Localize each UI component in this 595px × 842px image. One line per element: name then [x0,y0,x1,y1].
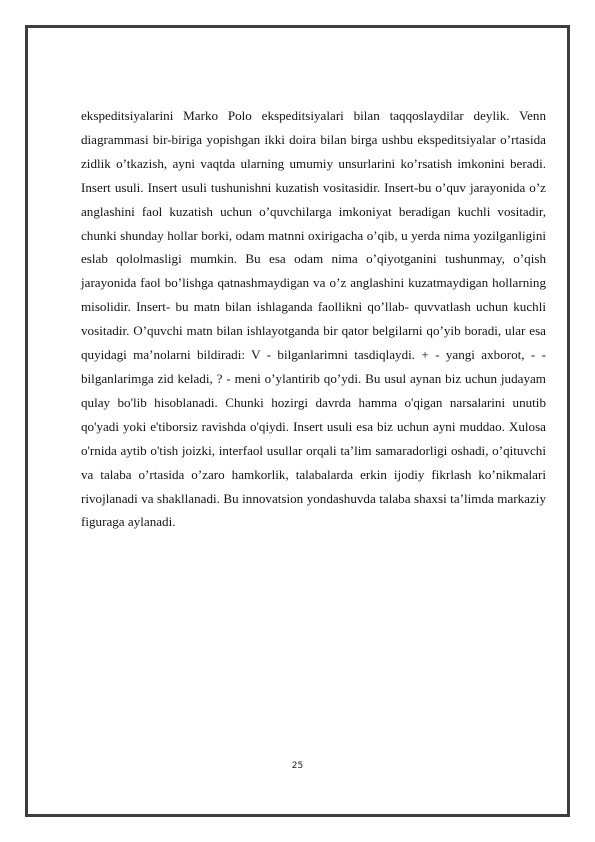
body-paragraph: ekspeditsiyalarini Marko Polo ekspeditsiyalari bilan taqqoslaydilar deylik. Venn diagrammasi bir-biriga yopishgan ikki doira bilan birga ushbu ekspeditsiyalar o’rtasida zidlik o’tkazish, ayni vaqtda ularning umumiy unsurlarini ko’rsatish imkonini beradi. Insert usuli. Insert usuli tushunishni kuzatish vositasidir. Insert-bu o’quv jarayonida o’z anglashini faol kuzatish uchun o’quvchilarga imkoniyat beradigan kuchli vositadir, chunki shunday hollar borki, odam matnni oxirigacha o’qib, u yerda nima yozilganligini eslab qololmasligi mumkin. Bu esa odam nima o’qiyotganini tushunmay, o’qish jarayonida faol bo’lishga qatnashmaydigan va o’z anglashini kuzatmaydigan hollarning misolidir. Insert- bu matn bilan ishlaganda faollikni qo’llab- quvvatlash uchun kuchli vositadir. O’quvchi matn bilan ishlayotganda bir qator belgilarni qo’yib boradi, ular esa quyidagi ma’nolarni bildiradi: V - bilganlarimni tasdiqlaydi. + - yangi axborot, - - bilganlarimga zid keladi, ? - meni o’ylantirib qo’ydi. Bu usul aynan biz uchun judayam qulay bo'lib hisoblanadi. Chunki hozirgi davrda hamma o'qigan narsalarini unutib qo'yadi yoki e'tiborsiz ravishda o'qiydi. Insert usuli esa biz uchun ayni muddao. Xulosa o'rnida aytib o'tish joizki, interfaol usullar orqali ta’lim samaradorligi oshadi, o’qituvchi va talaba o’rtasida o’zaro hamkorlik, talabalarda erkin ijodiy fikrlash ko’nikmalari rivojlanadi va shakllanadi. Bu innovatsion yondashuvda talaba shaxsi ta’limda markaziy figuraga aylanadi. [81,108,546,530]
page-number: 25 [291,761,304,771]
